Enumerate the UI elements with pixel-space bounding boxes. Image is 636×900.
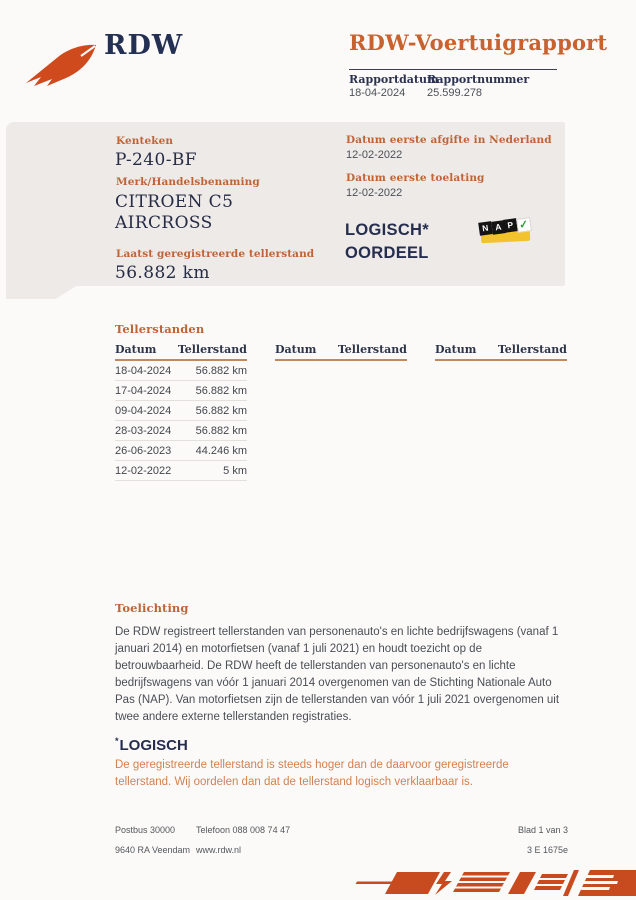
oordeel-line1: LOGISCH*: [345, 221, 429, 239]
tellerstanden-section: [115, 322, 567, 481]
toelichting-title: Toelichting: [115, 601, 189, 615]
row-tellerstand: 56.882 km: [195, 424, 247, 437]
logisch-explanation: De geregistreerde tellerstand is steeds hoger dan de daarvoor geregistreerde tellerstand. Wij oordelen dan dat de tellerstand logisch verklaarbaar is.: [115, 759, 509, 788]
row-datum: 12-02-2022: [115, 464, 172, 477]
column-header-tellerstand: Tellerstand: [177, 343, 247, 356]
nap-letter-n: N: [478, 221, 492, 235]
footer-address: [115, 820, 190, 860]
footer-form-code: 3 E 1675e: [526, 845, 568, 855]
logisch-asterisk: *: [115, 736, 119, 746]
logisch-heading: [115, 736, 567, 754]
table-row: [115, 441, 247, 461]
table-row: [115, 421, 247, 441]
logisch-title: LOGISCH: [119, 737, 188, 754]
page-title: RDW-Voertuigrapport: [349, 30, 608, 55]
tellerstand-value: 56.882 km: [115, 263, 210, 283]
row-tellerstand: 56.882 km: [195, 384, 247, 397]
oordeel-verdict: [345, 219, 429, 265]
footer-pagination: [518, 820, 568, 860]
kenteken-value: P-240-BF: [115, 150, 197, 170]
merk-value: CITROEN C5 AIRCROSS: [115, 192, 234, 233]
nap-letter-p: P: [503, 218, 517, 232]
column-header-datum: Datum: [275, 343, 317, 356]
column-header-datum: Datum: [115, 343, 157, 356]
rdw-wordmark: RDW: [104, 30, 184, 61]
toelating-label: Datum eerste toelating: [346, 172, 485, 184]
row-datum: 28-03-2024: [115, 424, 172, 437]
afgifte-value: 12-02-2022: [346, 149, 403, 161]
column-header-tellerstand: Tellerstand: [337, 343, 407, 356]
tellerstanden-column-group-3: [435, 343, 567, 481]
tellerstanden-title: Tellerstanden: [115, 322, 205, 336]
nap-letter-a: A: [491, 220, 505, 234]
nap-logo: [479, 217, 535, 249]
footer-contact: [196, 820, 290, 860]
tellerstand-label: Laatst geregistreerde tellerstand: [116, 248, 315, 260]
table-row: [115, 461, 247, 481]
row-datum: 26-06-2023: [115, 444, 172, 457]
toelichting-body: De RDW registreert tellerstanden van personenauto's en lichte bedrijfswagens (vanaf 1 januari 2014) en motorfietsen (vanaf 1 juli 2021) en houdt toezicht op de betrouwbaarheid. De RDW heeft de tellerstanden van personenauto's en lichte bedrijfswagens van vóór 1 januari 2014 overgenomen van de Stichting Nationale Auto Pas (NAP). Van motorfietsen zijn de tellerstanden van vóór 1 juli 2021 overgenomen uit twee andere externe tellerstanden registraties.: [115, 626, 560, 723]
report-date-label: Rapportdatum: [349, 73, 439, 86]
table-row: [115, 401, 247, 421]
report-number-label: Rapportnummer: [427, 73, 530, 86]
tellerstanden-column-group-2: [275, 343, 407, 481]
oordeel-line2: OORDEEL: [345, 244, 429, 262]
footer-website: www.rdw.nl: [196, 845, 242, 855]
column-header-tellerstand: Tellerstand: [497, 343, 567, 356]
merk-label: Merk/Handelsbenaming: [116, 176, 260, 188]
afgifte-label: Datum eerste afgifte in Nederland: [346, 134, 552, 146]
report-number-value: 25.599.278: [427, 87, 483, 99]
row-tellerstand: 5 km: [223, 464, 247, 477]
report-date-value: 18-04-2024: [349, 87, 406, 99]
footer-page-number: Blad 1 van 3: [517, 825, 568, 835]
column-header-datum: Datum: [435, 343, 477, 356]
footer-city: 9640 RA Veendam: [115, 845, 191, 855]
table-row: [115, 381, 247, 401]
toelichting-section: [115, 601, 567, 791]
row-tellerstand: 56.882 km: [195, 364, 247, 377]
footer-postbus: Postbus 30000: [115, 825, 176, 835]
footer-speed-graphic: [352, 860, 636, 900]
row-tellerstand: 56.882 km: [195, 404, 247, 417]
rdw-feather-icon: [24, 42, 98, 88]
kenteken-label: Kenteken: [116, 135, 174, 147]
card-corner-tab: [6, 286, 76, 299]
row-datum: 17-04-2024: [115, 384, 172, 397]
nap-check-icon: ✓: [516, 217, 531, 232]
table-row: [115, 361, 247, 381]
vehicle-summary-card: [6, 122, 565, 286]
footer-phone: Telefoon 088 008 74 47: [196, 825, 291, 835]
row-tellerstand: 44.246 km: [195, 444, 247, 457]
row-datum: 09-04-2024: [115, 404, 172, 417]
title-divider: [349, 69, 557, 70]
tellerstanden-column-group-1: [115, 343, 247, 481]
row-datum: 18-04-2024: [115, 364, 172, 377]
toelating-value: 12-02-2022: [346, 187, 403, 199]
